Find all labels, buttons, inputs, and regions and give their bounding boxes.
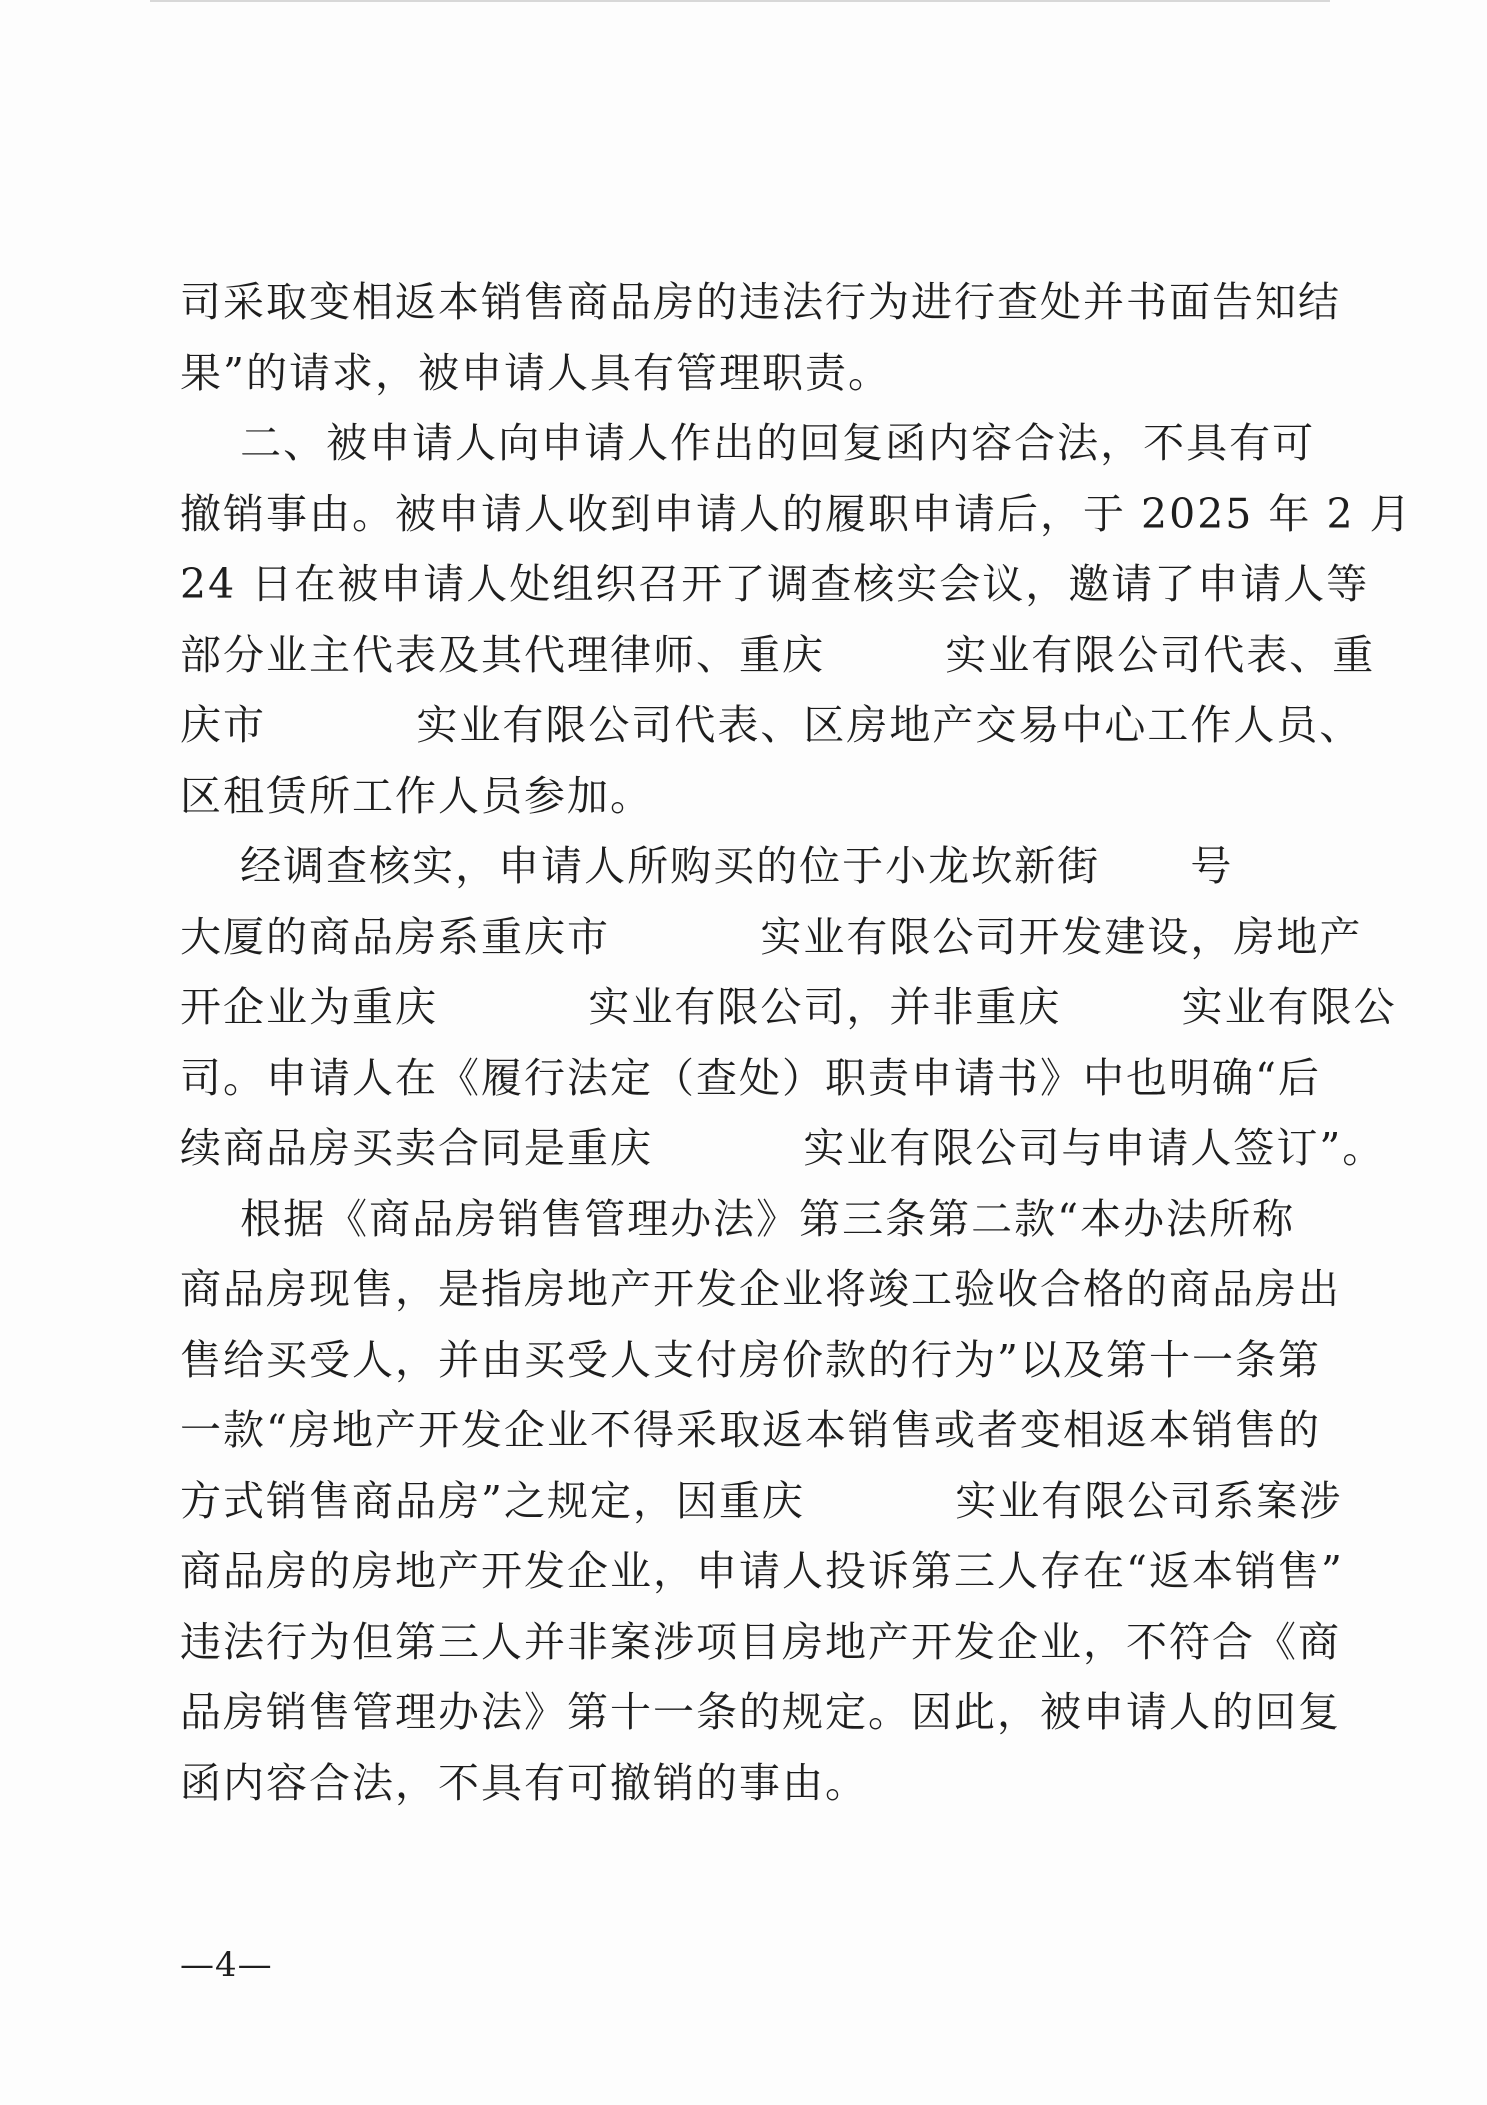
body-line: 大厦的商品房系重庆市 实业有限公司开发建设，房地产: [180, 913, 1363, 961]
body-line: 品房销售管理办法》第十一条的规定。因此，被申请人的回复: [180, 1688, 1341, 1736]
body-line: 庆市 实业有限公司代表、区房地产交易中心工作人员、: [180, 701, 1363, 749]
body-line: 售给买受人，并由买受人支付房价款的行为”以及第十一条第: [180, 1336, 1321, 1384]
body-line: 方式销售商品房”之规定，因重庆 实业有限公司系案涉: [180, 1477, 1343, 1525]
body-line: 部分业主代表及其代理律师、重庆 实业有限公司代表、重: [180, 631, 1376, 679]
body-line: 司采取变相返本销售商品房的违法行为进行查处并书面告知结: [180, 278, 1341, 326]
body-line: 24 日在被申请人处组织召开了调查核实会议，邀请了申请人等: [180, 560, 1370, 608]
body-line: 根据《商品房销售管理办法》第三条第二款“本办法所称: [180, 1195, 1296, 1243]
body-line: 撤销事由。被申请人收到申请人的履职申请后，于 2025 年 2 月: [180, 490, 1413, 538]
body-line: 商品房的房地产开发企业，申请人投诉第三人存在“返本销售”: [180, 1547, 1344, 1595]
body-line: 商品房现售，是指房地产开发企业将竣工验收合格的商品房出: [180, 1265, 1341, 1313]
body-line: 函内容合法，不具有可撤销的事由。: [180, 1759, 868, 1807]
body-line: 一款“房地产开发企业不得采取返本销售或者变相返本销售的: [180, 1406, 1321, 1454]
page-number: —4—: [180, 1945, 273, 1985]
body-line: 开企业为重庆 实业有限公司，并非重庆 实业有限公: [180, 983, 1397, 1031]
body-line: 区租赁所工作人员参加。: [180, 772, 653, 820]
body-line: 二、被申请人向申请人作出的回复函内容合法，不具有可: [180, 419, 1316, 467]
body-line: 违法行为但第三人并非案涉项目房地产开发企业，不符合《商: [180, 1618, 1341, 1666]
body-line: 经调查核实，申请人所购买的位于小龙坎新街 号: [180, 842, 1234, 890]
body-line: 续商品房买卖合同是重庆 实业有限公司与申请人签订”。: [180, 1124, 1386, 1172]
body-line: 果”的请求，被申请人具有管理职责。: [180, 349, 891, 397]
scan-edge-line: [150, 0, 1330, 2]
body-line: 司。申请人在《履行法定（查处）职责申请书》中也明确“后: [180, 1054, 1321, 1102]
